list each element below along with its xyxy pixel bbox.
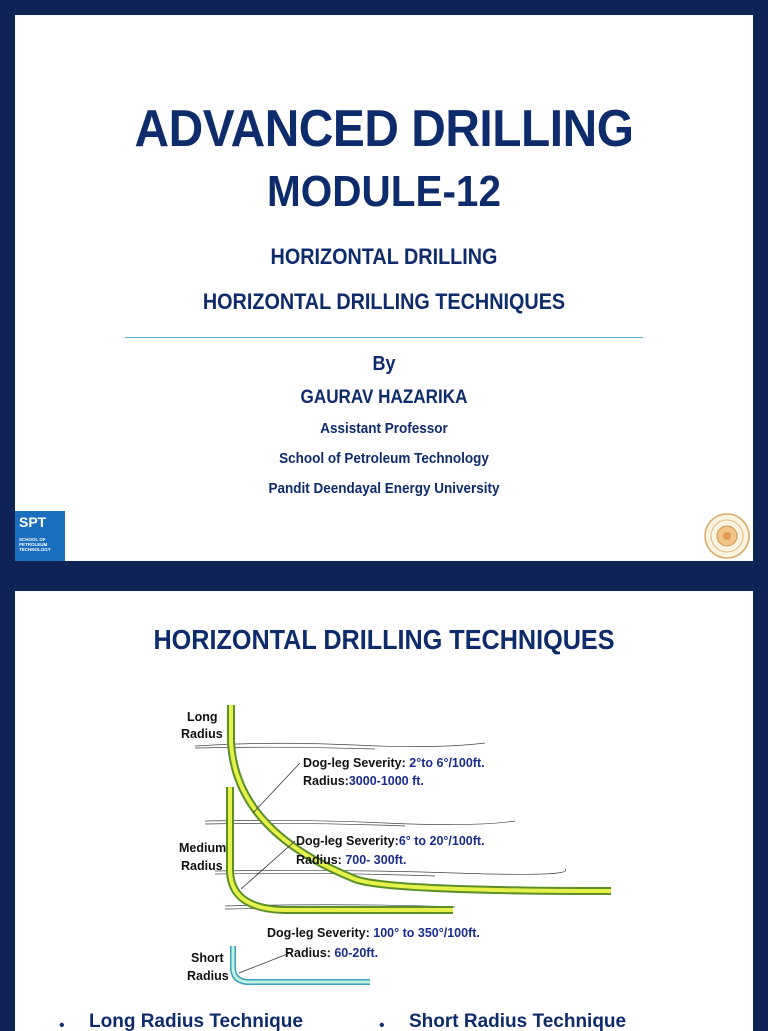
university-name: Pandit Deendayal Energy University	[268, 480, 500, 497]
school-name: School of Petroleum Technology	[279, 450, 489, 467]
bullet-short-radius: Short Radius Technique	[409, 1011, 627, 1031]
long-label-1: Long	[187, 710, 218, 724]
long-radius-pipe	[231, 705, 611, 891]
subtitle-horizontal-drilling: HORIZONTAL DRILLING	[270, 244, 498, 269]
bullet-dot: •	[379, 1017, 385, 1031]
author-role: Assistant Professor	[320, 420, 448, 437]
short-radius-label: Radius: 60-20ft.	[285, 946, 379, 960]
medium-radius-pipe-outline	[230, 787, 453, 910]
medium-label-2: Radius	[181, 859, 223, 873]
long-radius-pipe-outline	[231, 705, 611, 891]
short-label-1: Short	[191, 951, 224, 965]
long-label-2: Radius	[181, 727, 223, 741]
short-dls-label: Dog-leg Severity: 100° to 350°/100ft.	[267, 926, 480, 940]
medium-radius-label: Radius: 700- 300ft.	[296, 853, 407, 867]
university-seal-icon	[703, 512, 751, 560]
long-radius-label: Radius:3000-1000 ft.	[303, 774, 424, 788]
slide-title: HORIZONTAL DRILLING TECHNIQUES	[153, 624, 615, 655]
bullet-long-radius: Long Radius Technique	[89, 1011, 303, 1031]
title-slide	[15, 15, 753, 561]
long-dls-label: Dog-leg Severity: 2°to 6°/100ft.	[303, 756, 485, 770]
module-title: MODULE-12	[267, 167, 501, 216]
subtitle-techniques: HORIZONTAL DRILLING TECHNIQUES	[202, 289, 566, 314]
spt-logo-text: SPT	[19, 514, 47, 530]
medium-label-1: Medium	[179, 841, 227, 855]
short-label-2: Radius	[187, 969, 229, 983]
spt-logo-subtext: SCHOOL OF PETROLEUM TECHNOLOGY	[19, 537, 51, 552]
medium-dls-label: Dog-leg Severity:6° to 20°/100ft.	[296, 834, 485, 848]
author-name: GAURAV HAZARIKA	[300, 387, 468, 408]
slide-title: ADVANCED DRILLING	[134, 100, 634, 158]
drilling-radius-diagram	[155, 701, 625, 1001]
bullet-dot: •	[59, 1017, 65, 1031]
medium-radius-pipe	[230, 787, 453, 910]
techniques-slide	[15, 591, 753, 1031]
by-label: By	[372, 353, 396, 375]
divider	[125, 337, 643, 338]
spt-logo	[15, 511, 65, 561]
